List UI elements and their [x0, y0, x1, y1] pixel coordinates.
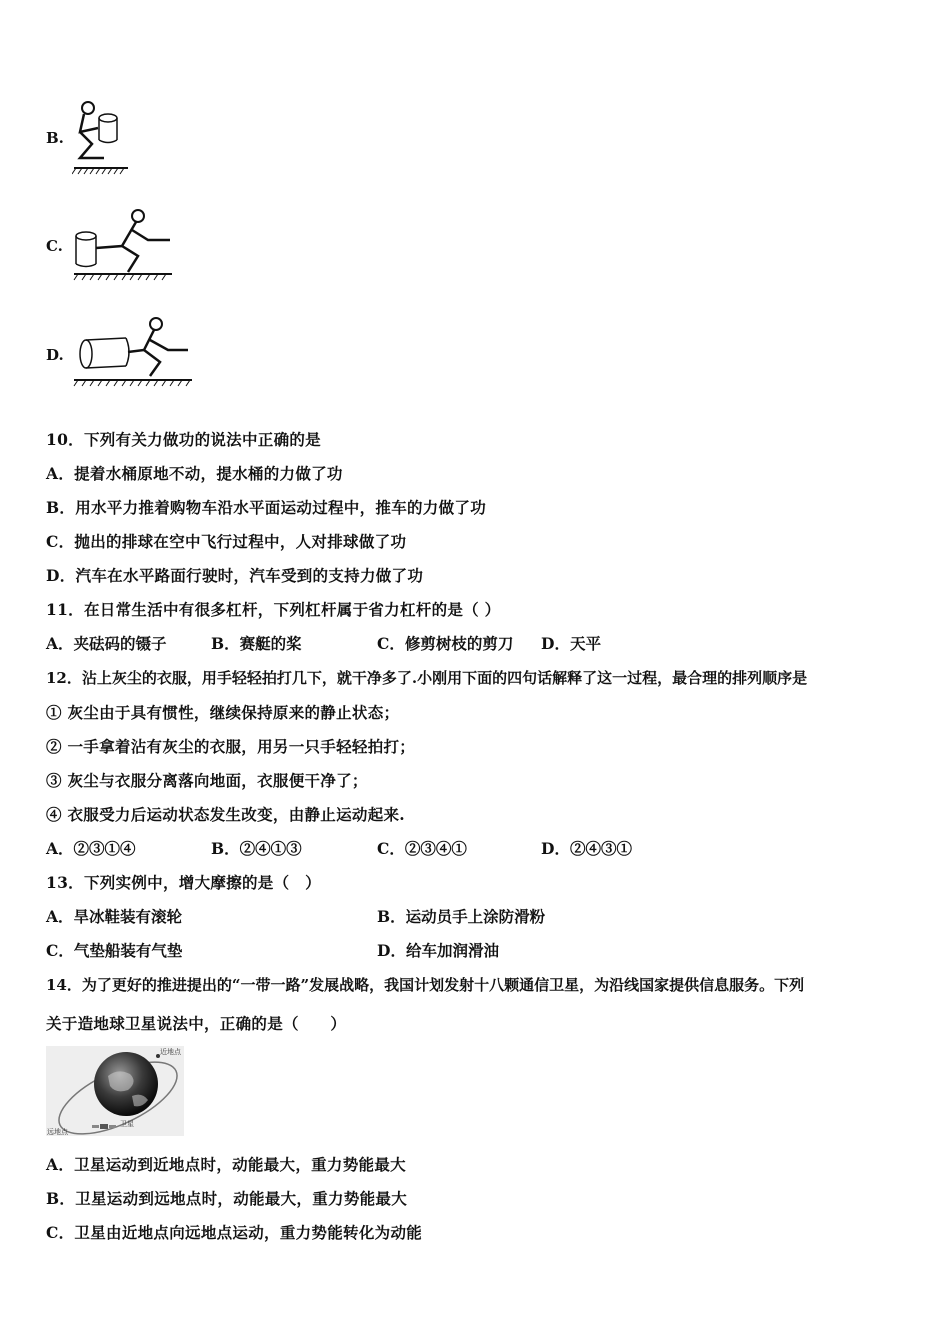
- figure-option-b: [46, 98, 142, 178]
- q12-statement-1: ① 灰尘由于具有惯性，继续保持原来的静止状态；: [46, 703, 400, 722]
- q10-option-c[interactable]: C．抛出的排球在空中飞行过程中，人对排球做了功: [46, 532, 407, 551]
- q14-option-c[interactable]: C．卫星由近地点向远地点运动，重力势能转化为动能: [46, 1223, 423, 1242]
- q12-statement-2: ② 一手拿着沾有灰尘的衣服，用另一只手轻轻拍打；: [46, 737, 416, 756]
- figure-letter: C.: [46, 237, 63, 255]
- q14-stem-line-1: 14．为了更好的推进提出的“一带一路”发展战略，我国计划发射十八颗通信卫星，为沿线国家提供信息服务。下列: [46, 976, 805, 994]
- q14-option-a[interactable]: A．卫星运动到近地点时，动能最大，重力势能最大: [46, 1155, 406, 1174]
- q12-statement-4: ④ 衣服受力后运动状态发生改变，由静止运动起来.: [46, 805, 405, 824]
- q12-stem: 12．沾上灰尘的衣服，用手轻轻拍打几下，就干净多了.小刚用下面的四句话解释了这一过程，最合理的排列顺序是: [46, 669, 808, 687]
- q12-statement-3: ③ 灰尘与衣服分离落向地面，衣服便干净了；: [46, 771, 368, 790]
- satellite-label: 卫星: [120, 1120, 134, 1128]
- satellite-orbit-figure: [46, 1046, 184, 1136]
- q11-option-b[interactable]: B．赛艇的桨: [211, 634, 302, 653]
- q12-option-c[interactable]: C．②③④①: [377, 839, 467, 858]
- q12-option-b[interactable]: B．②④①③: [211, 839, 302, 858]
- q10-option-a[interactable]: A．提着水桶原地不动，提水桶的力做了功: [46, 464, 343, 483]
- q13-stem: 13．下列实例中，增大摩擦的是（ ）: [46, 873, 321, 892]
- q12-option-a[interactable]: A．②③①④: [46, 839, 136, 858]
- q14-stem-line-2: 关于造地球卫星说法中，正确的是（ ）: [46, 1014, 347, 1033]
- q13-option-d[interactable]: D．给车加润滑油: [377, 941, 499, 960]
- q11-option-a[interactable]: A．夹砝码的镊子: [46, 634, 167, 653]
- earth-orbit-icon: [46, 1046, 184, 1136]
- figure-letter: B.: [46, 129, 64, 147]
- q14-option-b[interactable]: B．卫星运动到远地点时，动能最大，重力势能最大: [46, 1189, 408, 1208]
- q10-option-d[interactable]: D．汽车在水平路面行驶时，汽车受到的支持力做了功: [46, 566, 424, 585]
- q11-option-c[interactable]: C．修剪树枝的剪刀: [377, 634, 514, 653]
- q11-option-d[interactable]: D．天平: [541, 634, 601, 653]
- figure-letter: D.: [46, 346, 64, 364]
- q10-option-b[interactable]: B．用水平力推着购物车沿水平面运动过程中，推车的力做了功: [46, 498, 487, 517]
- person-pushing-barrel-icon: [72, 314, 202, 396]
- q11-stem: 11．在日常生活中有很多杠杆，下列杠杆属于省力杠杆的是（ ）: [46, 600, 501, 619]
- q13-option-c[interactable]: C．气垫船装有气垫: [46, 941, 183, 960]
- q13-option-b[interactable]: B．运动员手上涂防滑粉: [377, 907, 546, 926]
- figure-option-c: [46, 206, 182, 286]
- q13-option-a[interactable]: A．旱冰鞋装有滚轮: [46, 907, 183, 926]
- figure-option-d: [46, 314, 202, 396]
- person-lifting-bucket-icon: [72, 98, 142, 178]
- person-pushing-bucket-icon: [72, 206, 182, 286]
- q10-stem: 10．下列有关力做功的说法中正确的是: [46, 430, 321, 449]
- perigee-label: 近地点: [160, 1048, 181, 1056]
- apogee-label: 远地点: [47, 1128, 68, 1136]
- q12-option-d[interactable]: D．②④③①: [541, 839, 632, 858]
